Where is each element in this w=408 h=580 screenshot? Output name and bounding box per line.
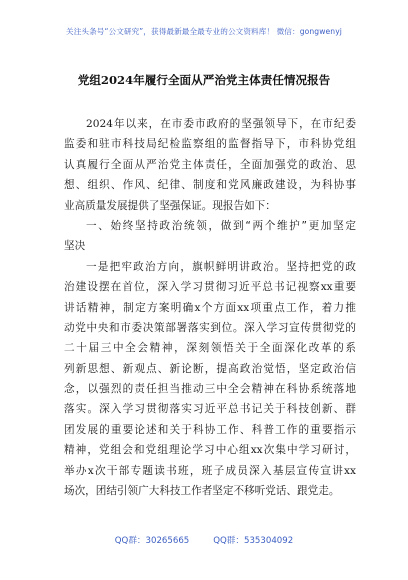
section-heading-line: 坚决 <box>64 240 86 253</box>
paragraph-line: 治建设摆在首位，深入学习贯彻习近平总书记视察xx重要 <box>64 281 356 294</box>
paragraph-line: 落实。深入学习贯彻落实习近平总书记关于科技创新、群 <box>64 403 356 416</box>
intro-line: 想、组织、作风、纪律、制度和党风廉政建设，为科协事 <box>64 179 356 192</box>
paragraph-line: 念，以强烈的责任担当推动三中全会精神在科协系统落地 <box>64 383 356 396</box>
intro-line: 业高质量发展提供了坚强保证。现报告如下： <box>64 199 276 212</box>
intro-line: 2024年以来，在市委市政府的坚强领导下，在市纪委 <box>86 118 356 130</box>
paragraph-line: 精神，党组会和党组理论学习中心组xx次集中学习研讨， <box>64 444 356 457</box>
paragraph-line: 举办x次干部专题读书班，班子成员深入基层宣传宣讲xx <box>64 464 356 477</box>
footer-contact <box>0 534 408 546</box>
section-heading-line: 一、始终坚持政治统领，做到“两个维护”更加坚定 <box>86 219 356 232</box>
footer-qq-group-2: QQ群：535304092 <box>213 536 294 546</box>
paragraph-line: 动党中央和市委决策部署落实到位。深入学习宣传贯彻党的 <box>64 321 356 334</box>
paragraph-line: 列新思想、新观点、新论断，提高政治觉悟，坚定政治信 <box>64 362 356 375</box>
paragraph-line: 团发展的重要论述和关于科协工作、科普工作的重要指示 <box>64 423 356 436</box>
intro-line: 监委和驻市科技局纪检监察组的监督指导下，市科协党组 <box>64 138 356 151</box>
footer-qq-group-1: QQ群：30265665 <box>114 536 190 546</box>
header-banner: 关注头条号“公文研究”，获得最新最全最专业的公文资料库！ 微信：gongwenyj <box>66 27 342 36</box>
paragraph-line: 一是把牢政治方向，旗帜鲜明讲政治。坚持把党的政 <box>86 260 356 273</box>
document-title: 党组2024年履行全面从严治党主体责任情况报告 <box>77 73 331 87</box>
paragraph-line: 二十届三中全会精神，深刻领悟关于全面深化改革的系 <box>64 342 356 355</box>
paragraph-line: 讲话精神，制定方案明确x个方面xx项重点工作，着力推 <box>64 301 356 314</box>
paragraph-line: 场次，团结引领广大科技工作者坚定不移听党话、跟党走。 <box>64 485 340 498</box>
intro-line: 认真履行全面从严治党主体责任，全面加强党的政治、思 <box>64 158 356 171</box>
document-body <box>64 114 356 501</box>
